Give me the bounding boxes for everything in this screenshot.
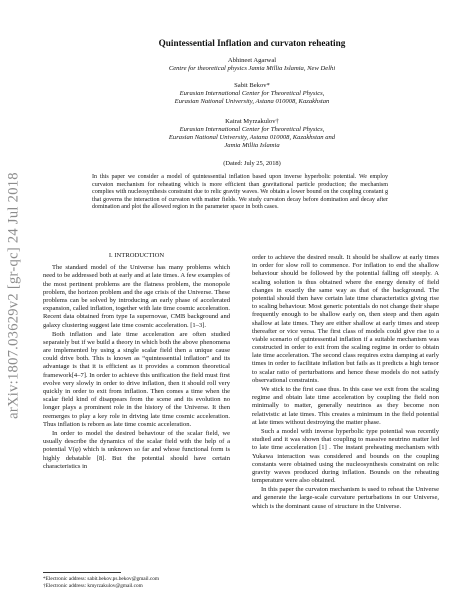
date-line: (Dated: July 25, 2018) bbox=[223, 160, 281, 167]
paragraph: Such a model with inverse hyperbolic type potential was recently studied and it was shown that coupling to massive neutrino matter led to late time acceleration [1] . The instant preheating mechanism with Yukawa interaction was considered and bounds on the coupling constants were obtained using the nucleosynthesis constraint on relic gravity waves produced during inflation. Bounds on the reheating temperature were also obtained. bbox=[252, 427, 439, 485]
paragraph: In order to model the desired behaviour of the scalar field, we usually describe the dynamics of the scalar field with the help of a potential V(φ) which is unknown so far and whose functional form is highly debatable [8]. But the potential should have certain characteristics in bbox=[43, 429, 230, 470]
author-affiliation: Centre for theoretical physics Jamia Millia Islamia, New Delhi bbox=[168, 65, 336, 72]
footnote-rule bbox=[43, 572, 121, 573]
footnote: *Electronic address: sabit.bekov.ps.bekov@gmail.com bbox=[43, 576, 160, 582]
left-column bbox=[43, 250, 230, 471]
footnotes bbox=[43, 572, 233, 589]
author-name: Abhineet Agarwal bbox=[227, 57, 277, 64]
author-name: Sabit Bekov* bbox=[234, 82, 270, 89]
arxiv-sidebar bbox=[0, 0, 40, 600]
author-name: Kairat Myrzakulov† bbox=[225, 118, 279, 125]
author-affiliation: Eurasian National University, Astana 010008, Kazakhstan bbox=[174, 98, 330, 105]
paragraph: We stick to the first case thus. In this case we exit from the scaling regime and obtain late time acceleration by coupling the field non minimally to matter, generally neutrinos as they become non relativistic at late times. This creates a minimum in the field potential at late times without destroying the matter phase. bbox=[252, 386, 439, 426]
author-affiliation: Jamia Millia Islamia bbox=[224, 142, 280, 149]
author-affiliation: Eurasian National University, Astana 010008, Kazakhstan and bbox=[168, 134, 336, 141]
paragraph: Both inflation and late time acceleration are often studied separately but if we build a theory in which both the above phenomena are implemented by using a single scalar field then a unique cause could drive both. This is known as “quintessential inflation” and its advantage is that it is efficient as it provides a common theoretical framework[4–7]. In order to achieve this unification the field must first evolve very slowly in order to drive inflation, then it should roll very quickly in order to exit from inflation. Then comes a time when the scalar field kind of disappears from the scene and its evolution no longer plays a prominent role in the history of the Universe. It then reemerges to play a key role in driving late time cosmic acceleration. Thus inflation is reborn as late time cosmic acceleration. bbox=[43, 330, 230, 428]
author-affiliation: Eurasian International Center for Theoretical Physics, bbox=[179, 126, 325, 133]
author-block-3 bbox=[60, 118, 444, 150]
section-heading: I. INTRODUCTION bbox=[108, 252, 165, 259]
paragraph: In this paper the curvaton mechanism is used to reheat the Universe and generate the large-scale curvature perturbations in our Universe, which is the dominant cause of structure in the Universe. bbox=[252, 486, 439, 510]
paragraph: The standard model of the Universe has many problems which need to be addressed both at early and at late times. A few examples of the most pertinent problems are the flatness problem, the monopole problem, the horizon problem and the age crisis of the Universe. These problems can be solved by introducing an early phase of accelerated expansion, called inflation, together with late time cosmic acceleration. Recent data obtained from type Ia supernovae, CMB background and galaxy clustering suggest late time cosmic acceleration. [1–3]. bbox=[43, 264, 230, 329]
abstract: In this paper we consider a model of quintessential inflation based upon inverse hyperbolic potential. We employ curvaton mechanism for reheating which is more efficient than gravitational particle production; the mechanism complies with nucleosynthesis constraint due to relic gravity waves. We obtain a lower bound on the coupling constant g that governs the interaction of curvaton with matter fields. We study curvaton decay before domination and decay after domination and plot the allowed region in the parameter space in both cases. bbox=[92, 174, 388, 211]
footnote: †Electronic address: kmyrzakulov@gmail.com bbox=[43, 582, 143, 589]
paragraph: order to achieve the desired result. It should be shallow at early times in order for slow roll to commence. For inflation to end the shallow behaviour should be followed by the potential falling off steeply. A scaling solution is thus obtained where the energy density of field changes in exactly the same way as that of the background. The potential should then have certain late time characteristics giving rise to scaling behaviour. Most generic potentials do not change their shape frequently enough to be shallow early on, then steep and then again shallow at late times. They are either shallow at early times and steep thereafter or vice versa. The first class of models could give rise to a viable scenario of quintessential inflation if a suitable mechanism was constructed in order to exit from the scaling regime in order to obtain late time acceleration. The second class requires extra damping at early times in order to facilitate inflation but fails as it predicts a high tensor to scalar ratio of perturbations and hence these models do not satisfy observational constraints. bbox=[252, 254, 439, 384]
author-affiliation: Eurasian International Center for Theoretical Physics, bbox=[179, 90, 325, 97]
author-block-2 bbox=[60, 82, 444, 106]
author-block-1 bbox=[60, 57, 444, 73]
paper-title: Quintessential Inflation and curvaton reheating bbox=[158, 38, 346, 48]
right-column bbox=[252, 254, 439, 511]
arxiv-identifier: arXiv:1807.03629v2 [gr-qc] 24 Jul 2018 bbox=[5, 172, 22, 419]
